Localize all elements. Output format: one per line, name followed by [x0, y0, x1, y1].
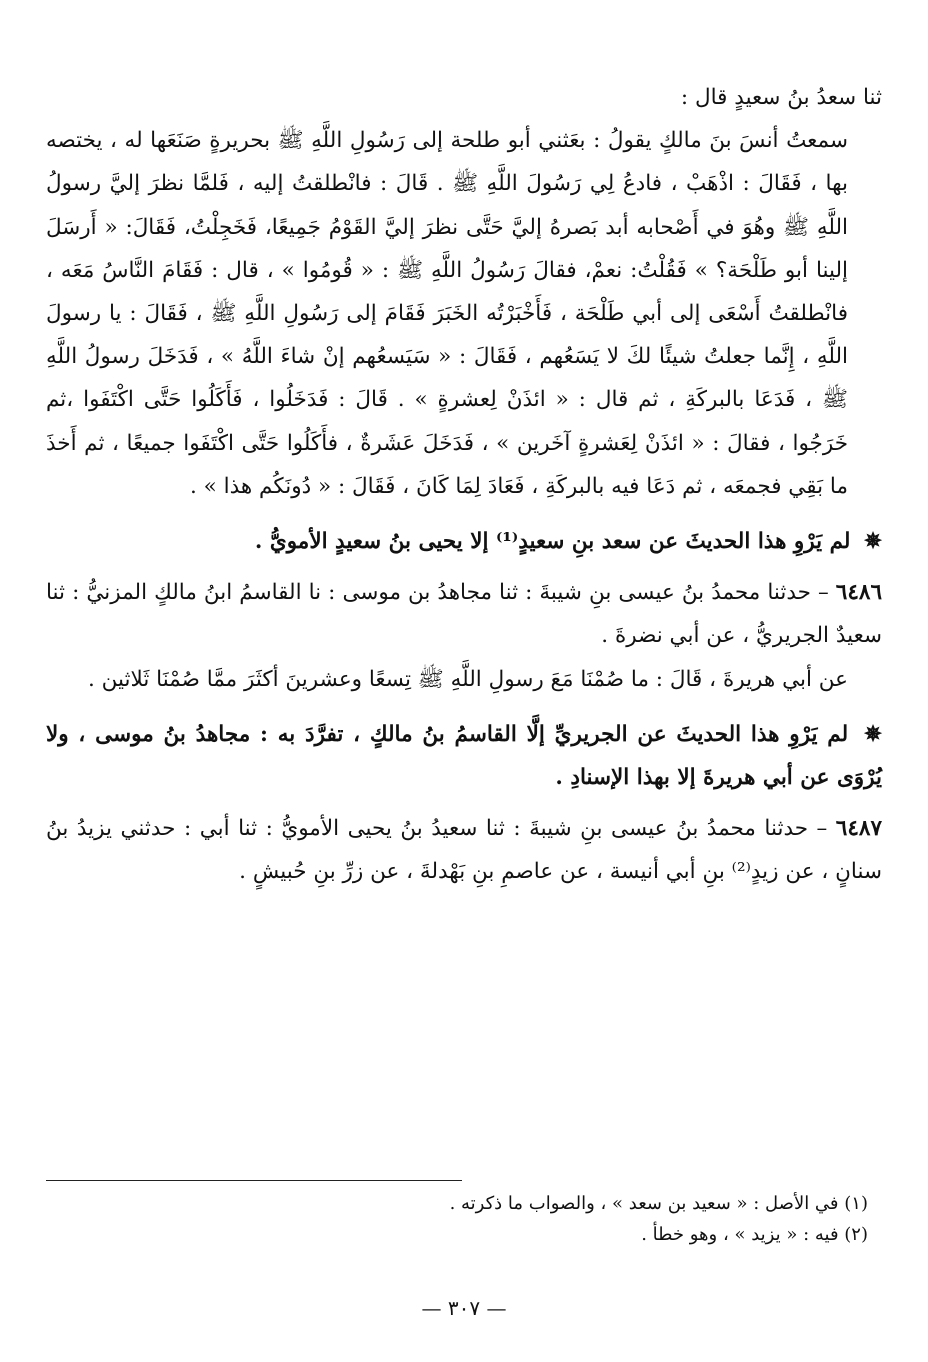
hadith-6487 [46, 807, 882, 893]
hadith-6486-text: عن أبي هريرةَ ، قَالَ : ما صُمْنَا مَعَ رسولِ اللَّهِ ﷺ تِسعًا وعشرينَ أكثَرَ ممَّا صُمْنَا ثَلاثين . [87, 666, 848, 692]
hadith-6487-chain: – حدثنا محمدُ بنُ عيسى بنِ شيبةَ : ثنا سعيدُ بنُ يحيى الأمويُّ : ثنا أبي : حدثني يزيدُ بنُ سنانٍ ، عن زيدٍ⁽²⁾ بنِ أبي أنيسة ، عن عاصمِ بنِ بَهْدلةَ ، عن زرِّ بنِ حُبيشٍ . [46, 816, 882, 885]
hadith-6486-chain: – حدثنا محمدُ بنُ عيسى بنِ شيبةَ : ثنا مجاهدُ بن موسى : نا القاسمُ ابنُ مالكٍ المزنيُّ : ثنا سعيدٌ الجريريُّ ، عن أبي نضرةَ . [46, 580, 882, 649]
star-icon: ✵ [863, 721, 882, 747]
hadith-number-6486: ٦٤٨٦ [835, 580, 882, 606]
page-number: — ٣٠٧ — [421, 1296, 507, 1320]
note-paragraph-1 [46, 520, 882, 563]
star-icon: ✵ [863, 529, 882, 555]
hadith-number-6487: ٦٤٨٧ [835, 816, 882, 842]
note-text-2: لم يَرْوِ هذا الحديثَ عن الجريريِّ إلَّا القاسمُ بنُ مالكٍ ، تفرَّدَ به : مجاهدُ بنُ موسى ، ولا يُرْوَى عن أبي هريرةَ إلا بهذا الإسنادِ . [46, 721, 882, 791]
footnotes [46, 1188, 868, 1250]
hadith-6486 [46, 571, 882, 657]
footnote-divider [46, 1180, 462, 1181]
note-text-1: لم يَرْوِ هذا الحديثَ عن سعد بنِ سعيدٍ⁽¹⁾ إلا يحيى بنُ سعيدٍ الأمويُّ . [254, 529, 851, 555]
footnote-1: (١) في الأصل : « سعيد بن سعد » ، والصواب ما ذكرته . [449, 1193, 868, 1214]
page-body [46, 76, 882, 894]
paragraph-intro: ثنا سعدُ بنُ سعيدٍ قال : [680, 85, 882, 110]
footnote-2: (٢) فيه : « يزيد » ، وهو خطأ . [641, 1224, 868, 1245]
note-paragraph-2 [46, 713, 882, 799]
paragraph-hadith-narration: سمعتُ أنسَ بنَ مالكٍ يقولُ : بعَثني أبو طلحة إلى رَسُولِ اللَّهِ ﷺ بحريرةٍ صَنَعَها له ، يختصه بها ، فَقَالَ : اذْهَبْ ، فادعُ لِي رَسُولَ اللَّهِ ﷺ . قَالَ : فانْطلقتُ إليه ، فَلمَّا نظرَ إليَّ رسولُ اللَّهِ ﷺ وهُوَ في أَصْحابه أبد بَصرهُ إليَّ حَتَّى نظرَ إليَّ القَوْمُ جَمِيعًا، فَخَجِلْتُ، فَقَالَ: « أَرسَلَ إلينا أبو طَلْحَة؟ » فَقُلْتُ: نعمْ، فقالَ رَسُولُ اللَّهِ ﷺ : « قُومُوا » ، قال : فَقَامَ النَّاسُ مَعَه ، فانْطلقتُ أَسْعَى إلى أبي طَلْحَة ، فَأَخْبَرْتُه الخَبَرَ فَقَامَ إلى رَسُولِ اللَّهِ ﷺ ، فَقَالَ : يا رسولَ اللَّهِ ، إِنَّما جعلتُ شيئًا لكَ لا يَسَعُهم ، فَقَالَ : « سَيَسعُهم إنْ شاءَ اللَّهُ » ، فَدَخَلَ رسولُ اللَّهِ ﷺ ، فَدَعَا بالبركَةِ ، ثم قال : « ائذَنْ لِعشرةٍ » . قَالَ : فَدَخَلُوا ، فَأَكَلُوا حَتَّى اكْتَفَوا ،ثم خَرَجُوا ، فقالَ : « ائذَنْ لِعَشرةٍ آخَرين » ، فَدَخَلَ عَشَرةٌ ، فأَكَلُوا حَتَّى اكْتَفَوا جميعًا ، ثم أَخذَ ما بَقِي فجمعَه ، ثم دَعَا فيه بالبركَةِ ، فَعَادَ لِمَا كَانَ ، فَقَالَ : « دُونَكُم هذا » . [46, 128, 848, 499]
